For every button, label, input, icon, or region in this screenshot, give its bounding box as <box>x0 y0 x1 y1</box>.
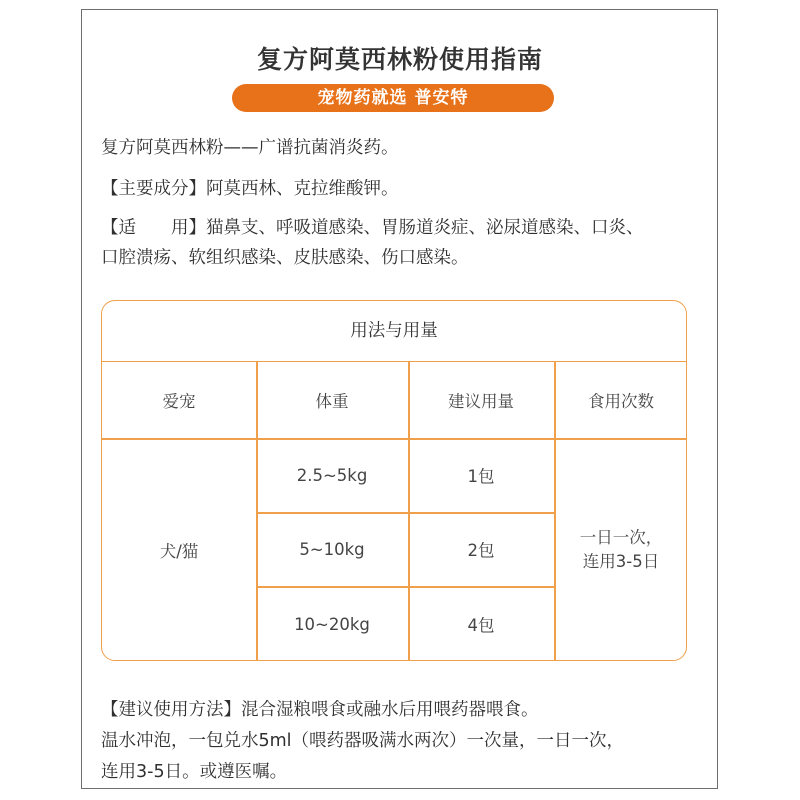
dose-cell-1: 1包 <box>467 467 495 486</box>
dosage-table <box>101 300 687 661</box>
header-frequency: 食用次数 <box>588 392 654 411</box>
indications-text-line2: 口腔溃疡、软组织感染、皮肤感染、伤口感染。 <box>101 248 469 268</box>
frequency-line2: 连用3-5日 <box>582 552 660 571</box>
page-title: 复方阿莫西林粉使用指南 <box>256 45 543 74</box>
brand-banner: 宠物药就选 普安特 <box>232 84 554 112</box>
row-divider <box>256 512 554 514</box>
header-pet: 爱宠 <box>162 392 196 411</box>
weight-cell-3: 10~20kg <box>294 614 370 634</box>
usage-text-line1: 【建议使用方法】混合湿粮喂食或融水后用喂药器喂食。 <box>101 700 539 720</box>
frequency-line1: 一日一次， <box>579 528 663 547</box>
indications-text-line1: 【适 用】猫鼻支、呼吸道感染、胃肠道炎症、泌尿道感染、口炎、 <box>101 218 644 238</box>
pet-cell: 犬/猫 <box>159 542 199 561</box>
usage-text-line2: 温水冲泡，一包兑水5ml（喂药器吸满水两次）一次量，一日一次， <box>101 731 625 751</box>
weight-cell-1: 2.5~5kg <box>296 465 368 485</box>
ingredients-text: 【主要成分】阿莫西林、克拉维酸钾。 <box>101 179 399 199</box>
column-divider <box>554 362 556 661</box>
intro-text: 复方阿莫西林粉——广谱抗菌消炎药。 <box>101 138 399 158</box>
header-weight: 体重 <box>315 392 349 411</box>
dosage-table-title: 用法与用量 <box>102 301 686 362</box>
weight-cell-2: 5~10kg <box>299 539 365 559</box>
frequency-cell <box>554 438 687 661</box>
dose-cell-2: 2包 <box>467 541 495 560</box>
usage-text-line3: 连用3-5日。或遵医嘱。 <box>101 762 288 782</box>
header-dose: 建议用量 <box>448 392 514 411</box>
row-divider <box>256 586 554 588</box>
dose-cell-3: 4包 <box>467 616 495 635</box>
